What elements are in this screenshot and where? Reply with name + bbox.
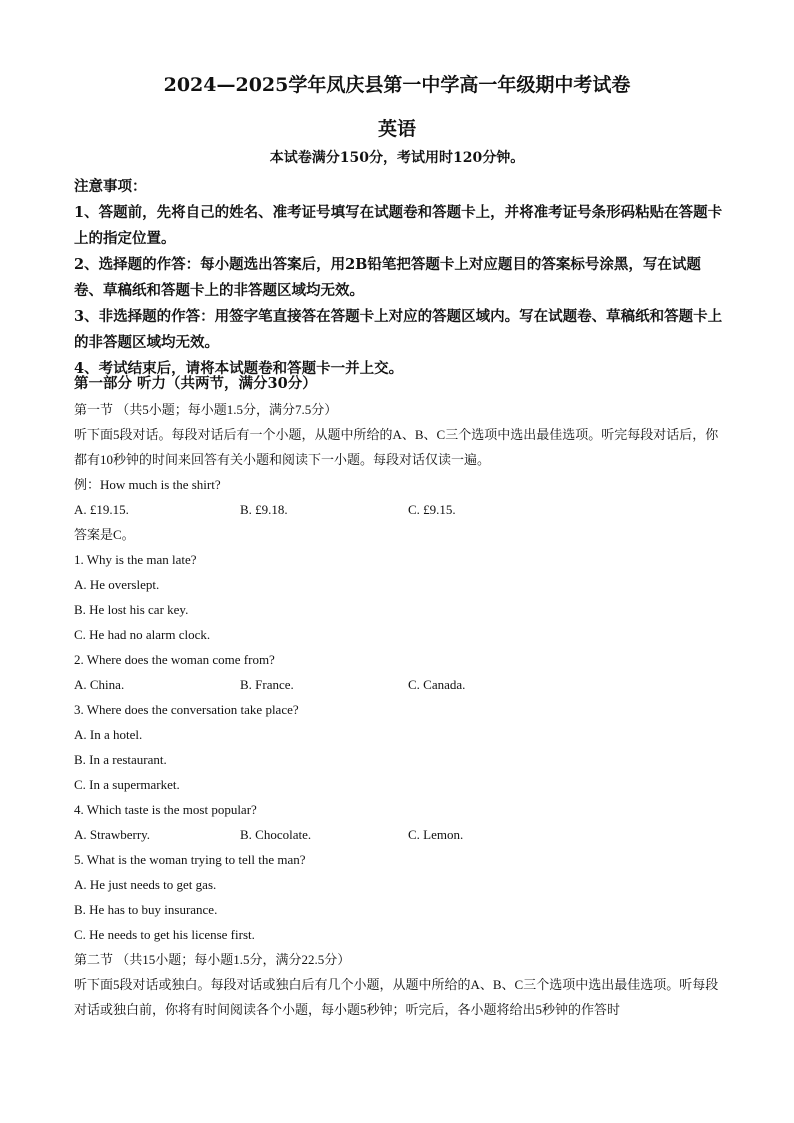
note-item: 2、选择题的作答：每小题选出答案后，用2B铅笔把答题卡上对应题目的答案标号涂黑，写在试题卷、草稿纸和答题卡上的非答题区域均无效。	[74, 256, 701, 299]
section2-heading: 第二节 （共15小题；每小题1.5分，满分22.5分）	[74, 952, 351, 967]
notes-heading: 注意事项：	[74, 178, 147, 195]
section1-heading: 第一节 （共5小题；每小题1.5分，满分7.5分）	[74, 402, 338, 417]
q5-option-b: B. He has to buy insurance.	[74, 902, 218, 917]
option-a: A. £19.15.	[74, 502, 129, 517]
question-1: 1. Why is the man late?	[74, 552, 197, 567]
q3-option-b: B. In a restaurant.	[74, 752, 167, 767]
option-c: C. Canada.	[408, 677, 466, 692]
q1-option-a: A. He overslept.	[74, 577, 160, 592]
section2-instructions: 听下面5段对话或独白。每段对话或独白后有几个小题，从题中所给的A、B、C三个选项中选出最佳选项。听每段对话或独白前，你将有时间阅读各个小题，每小题5秒钟；听完后，各小题将给出5秒钟的作答时	[74, 977, 719, 1017]
q3-option-c: C. In a supermarket.	[74, 777, 180, 792]
q2-options	[74, 672, 724, 697]
q5-option-a: A. He just needs to get gas.	[74, 877, 217, 892]
example-options	[74, 497, 724, 522]
section1-instructions: 听下面5段对话。每段对话后有一个小题，从题中所给的A、B、C三个选项中选出最佳选项。听完每段对话后，你都有10秒钟的时间来回答有关小题和阅读下一小题。每段对话仅读一遍。	[74, 427, 719, 467]
option-c: C. Lemon.	[408, 827, 464, 842]
example-question: 例：How much is the shirt?	[74, 477, 221, 492]
option-c: C. £9.15.	[408, 502, 456, 517]
exam-title: 2024—2025学年凤庆县第一中学高一年级期中考试卷	[163, 74, 631, 96]
option-b: B. £9.18.	[240, 502, 288, 517]
note-item: 1、答题前，先将自己的姓名、准考证号填写在试题卷和答题卡上，并将准考证号条形码粘贴在答题卡上的指定位置。	[74, 204, 723, 247]
option-a: A. Strawberry.	[74, 827, 151, 842]
q3-option-a: A. In a hotel.	[74, 727, 143, 742]
q1-option-c: C. He had no alarm clock.	[74, 627, 211, 642]
question-4: 4. Which taste is the most popular?	[74, 802, 257, 817]
listening-body	[74, 397, 724, 1022]
exam-info: 本试卷满分150分，考试用时120分钟。	[269, 150, 525, 166]
q4-options	[74, 822, 724, 847]
option-b: B. Chocolate.	[240, 827, 312, 842]
note-item: 4、考试结束后，请将本试题卷和答题卡一并上交。	[74, 360, 404, 377]
subject-title: 英语	[377, 118, 416, 140]
question-5: 5. What is the woman trying to tell the man?	[74, 852, 306, 867]
question-2: 2. Where does the woman come from?	[74, 652, 275, 667]
example-answer: 答案是C。	[74, 527, 135, 542]
option-b: B. France.	[240, 677, 294, 692]
q1-option-b: B. He lost his car key.	[74, 602, 189, 617]
option-a: A. China.	[74, 677, 125, 692]
q5-option-c: C. He needs to get his license first.	[74, 927, 255, 942]
notes-block	[74, 174, 724, 382]
note-item: 3、非选择题的作答：用签字笔直接答在答题卡上对应的答题区域内。写在试题卷、草稿纸和答题卡上的非答题区域均无效。	[74, 308, 723, 351]
question-3: 3. Where does the conversation take place?	[74, 702, 299, 717]
part1-heading: 第一部分 听力（共两节，满分30分）	[74, 375, 317, 392]
